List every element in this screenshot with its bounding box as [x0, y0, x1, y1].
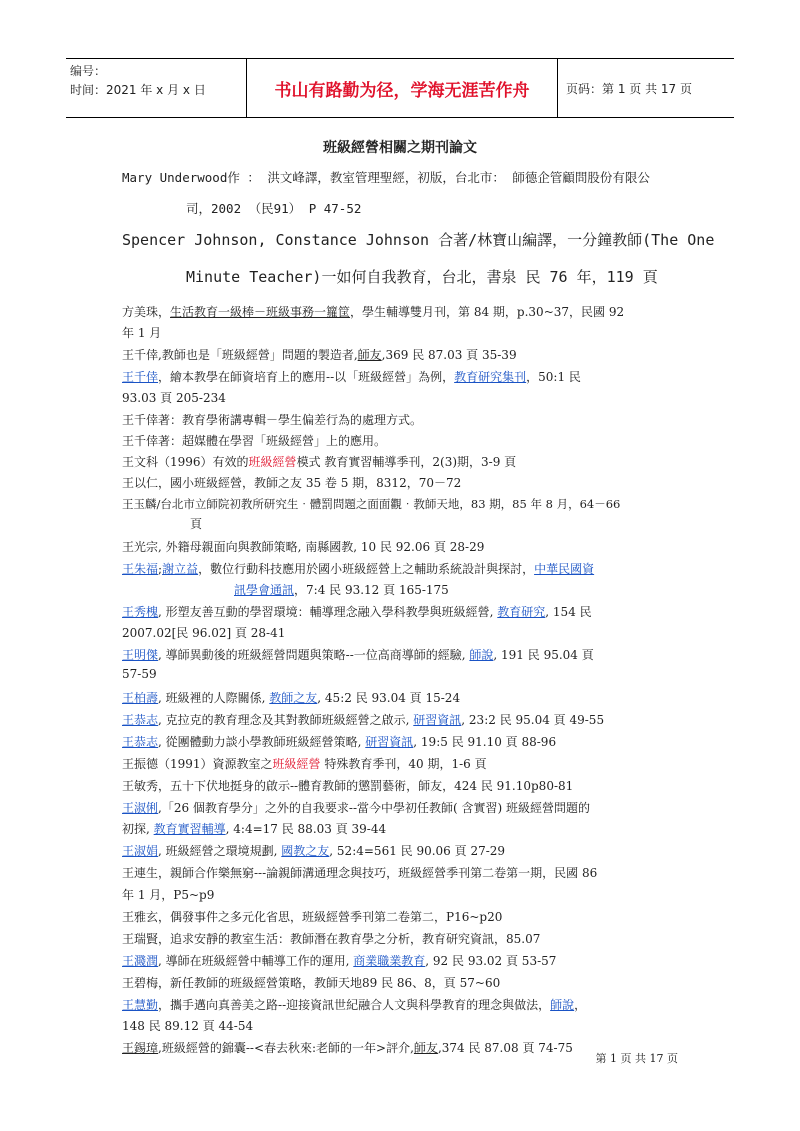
journal-link[interactable]: 研習資訊 — [365, 735, 414, 749]
reference-line — [122, 603, 592, 620]
reference-line — [122, 755, 487, 772]
reference-line — [122, 733, 556, 750]
reference-line: 57-59 — [122, 667, 157, 681]
ref-text: , 班級經營之環境規劃, — [158, 844, 282, 858]
journal-link[interactable]: 師說 — [550, 998, 575, 1012]
reference-line — [122, 820, 386, 837]
author-link[interactable]: 王明傑 — [122, 648, 159, 662]
ref-text: ,班級經營的錦囊--<春去秋來:老師的一年>評介, — [158, 1041, 414, 1055]
journal-link[interactable]: 師說 — [469, 648, 494, 662]
journal-link[interactable]: 訊學會通訊 — [234, 583, 295, 597]
ref-text: , 92 民 93.02 頁 53-57 — [425, 954, 557, 968]
ref-text: , 23:2 民 95.04 頁 49-55 — [461, 713, 605, 727]
reference-line — [122, 368, 581, 385]
ref-text: 王振德（1991）資源教室之 — [122, 757, 273, 771]
page-header — [66, 58, 734, 118]
reference-line: 2007.02[民 96.02] 頁 28-41 — [122, 626, 286, 640]
header-page-label: 页码：第 1 页 共 17 页 — [566, 81, 692, 96]
reference-line: Spencer Johnson, Constance Johnson 合著/林寶山編譯，一分鐘教師(The One — [122, 231, 715, 249]
author-link[interactable]: 王恭志 — [122, 735, 159, 749]
journal-link[interactable]: 教育實習輔導 — [153, 822, 226, 836]
reference-line: 王光宗, 外籍母親面向與教師策略, 南縣國教, 10 民 92.06 頁 28-29 — [122, 540, 485, 554]
ref-text: , 導師在班級經營中輔導工作的運用, — [158, 954, 354, 968]
header-motto: 书山有路勤为径，学海无涯苦作舟 — [246, 59, 558, 117]
ref-text: ，繪本教學在師資培育上的應用--以「班級經營」為例， — [158, 370, 455, 384]
ref-text: ，攜手邁向真善美之路--迎接資訊世紀融合人文與科學教育的理念與做法， — [158, 998, 551, 1012]
ref-text: 王千倖,教師也是「班級經營」問題的製造者, — [122, 348, 358, 362]
reference-line — [122, 952, 556, 969]
reference-line: 148 民 89.12 頁 44-54 — [122, 1019, 254, 1033]
ref-text: ，7:4 民 93.12 頁 165-175 — [294, 583, 449, 597]
reference-line: Mary Underwood作 ： 洪文峰譯，教室管理聖經，初版，台北市： 師德企管顧問股份有限公 — [122, 170, 650, 185]
journal-link[interactable]: 研習資訊 — [413, 713, 462, 727]
reference-line — [122, 346, 517, 363]
journal-link[interactable]: 教育研究 — [497, 605, 546, 619]
number-label: 编号： — [70, 64, 107, 78]
reference-line: 司，2002 （民91） P 47-52 — [186, 201, 362, 216]
ref-text: , 45:2 民 93.04 頁 15-24 — [317, 691, 461, 705]
ref-journal: 師友 — [357, 348, 382, 362]
reference-line: 王千倖著：超媒體在學習「班級經營」上的應用。 — [122, 434, 387, 448]
author-link[interactable]: 王朱福 — [122, 562, 159, 576]
reference-line — [122, 453, 516, 470]
ref-text: 王文科（1996）有效的 — [122, 455, 249, 469]
reference-line: 年 1 月 — [122, 326, 162, 340]
reference-line: 王雅玄，偶發事件之多元化省思，班級經營季刊第二卷第二，P16~p20 — [122, 910, 503, 924]
ref-text: , 4:4=17 民 88.03 頁 39-44 — [225, 822, 387, 836]
author-link[interactable]: 謝立益 — [162, 562, 199, 576]
page-footer: 第 1 页 共 17 页 — [595, 1052, 678, 1065]
reference-line — [122, 842, 505, 859]
ref-text: , 19:5 民 91.10 頁 88-96 — [413, 735, 557, 749]
journal-link[interactable]: 教師之友 — [269, 691, 318, 705]
journal-link[interactable]: 教育研究集刊 — [454, 370, 527, 384]
ref-text: , 從團體動力談小學教師班級經營策略, — [158, 735, 366, 749]
reference-line: 王千倖著：教育學術講專輯－學生偏差行為的處理方式。 — [122, 413, 423, 427]
reference-line: 王朱福;謝立益，數位行動科技應用於國小班級經營上之輔助系統設計與探討，中華民國資 — [122, 562, 595, 576]
reference-line — [122, 303, 624, 320]
time-label: 时间：2021 年 x 月 x 日 — [70, 83, 206, 97]
ref-text: 模式 教育實習輔導季刊，2(3)期，3-9 頁 — [296, 455, 517, 469]
ref-text: 方美珠， — [122, 305, 171, 319]
journal-link[interactable]: 商業職業教育 — [353, 954, 426, 968]
ref-text: ，50:1 民 — [526, 370, 581, 384]
ref-text: , 154 民 — [545, 605, 592, 619]
reference-line: 王碧梅，新任教師的班級經營策略，教師天地89 民 86、8，頁 57~60 — [122, 976, 501, 990]
reference-line — [234, 581, 449, 598]
reference-line — [122, 1039, 573, 1056]
author-link[interactable]: 王淑俐 — [122, 801, 159, 815]
ref-title: 生活教育一級棒－班級事務一籮筐 — [170, 305, 351, 319]
author-link[interactable]: 王淑娟 — [122, 844, 159, 858]
author-link[interactable]: 王秀槐 — [122, 605, 159, 619]
document-title: 班級經營相關之期刊論文 — [323, 140, 477, 156]
ref-text: ,「26 個教育學分」之外的自我要求--當今中學初任教師( 含實習) 班級經營問題的 — [158, 801, 591, 815]
reference-line — [122, 711, 604, 728]
highlight-text: 班級經營 — [272, 757, 321, 771]
author-link[interactable]: 王濺潤 — [122, 954, 159, 968]
reference-line: 年 1 月，P5~p9 — [122, 888, 215, 902]
reference-line — [122, 799, 590, 816]
author-link[interactable]: 王千倖 — [122, 370, 159, 384]
author-link[interactable]: 王慧勤 — [122, 998, 159, 1012]
ref-text: , 形塑友善互動的學習環境：輔導理念融入學科教學與班級經營, — [158, 605, 498, 619]
journal-link[interactable]: 中華民國資 — [534, 562, 595, 576]
ref-text: , 52:4=561 民 90.06 頁 27-29 — [329, 844, 506, 858]
ref-text: ，學生輔導雙月刊，第 84 期，p.30~37，民國 92 — [350, 305, 625, 319]
reference-line: 王玉麟/台北市立師院初教所研究生‧體罰問題之面面觀‧教師天地，83 期，85 年 8 月，64－66 — [122, 497, 621, 511]
ref-text: , 191 民 95.04 頁 — [493, 648, 594, 662]
reference-line: 王瑞賢，追求安靜的教室生活：教師潛在教育學之分析，教育研究資訊，85.07 — [122, 932, 541, 946]
reference-line: Minute Teacher)一如何自我教育，台北，書泉 民 76 年，119 頁 — [186, 268, 658, 286]
ref-text: ， — [574, 998, 587, 1012]
reference-line: 王連生，親師合作樂無窮---論親師溝通理念與技巧，班級經營季刊第二卷第一期，民國 86 — [122, 866, 598, 880]
reference-line: 頁 — [190, 517, 203, 531]
reference-line: 93.03 頁 205-234 — [122, 391, 226, 405]
reference-line: 王敏秀，五十下伏地挺身的啟示--體育教師的懲罰藝術，師友，424 民 91.10p80-81 — [122, 779, 574, 793]
reference-line — [122, 996, 586, 1013]
journal-link[interactable]: 國教之友 — [281, 844, 330, 858]
ref-journal: 師友 — [413, 1041, 438, 1055]
ref-text: , 導師異動後的班級經營問題與策略--一位高商導師的經驗, — [158, 648, 470, 662]
reference-line — [122, 689, 460, 706]
ref-text: ，數位行動科技應用於國小班級經營上之輔助系統設計與探討， — [198, 562, 535, 576]
ref-text: 初探, — [122, 822, 154, 836]
ref-text: 特殊教育季刊，40 期，1-6 頁 — [320, 757, 487, 771]
author-link[interactable]: 王柏壽 — [122, 691, 159, 705]
ref-text: , 班級裡的人際關係, — [158, 691, 270, 705]
ref-text: , 克拉克的教育理念及其對教師班級經營之啟示, — [158, 713, 414, 727]
header-meta — [66, 59, 246, 117]
reference-line — [122, 646, 594, 663]
author-link[interactable]: 王恭志 — [122, 713, 159, 727]
ref-text: ,374 民 87.08 頁 74-75 — [437, 1041, 573, 1055]
ref-text: ,369 民 87.03 頁 35-39 — [381, 348, 517, 362]
reference-line: 王以仁，國小班級經營，教師之友 35 卷 5 期，8312，70－72 — [122, 476, 462, 490]
author-text: 王錫璋 — [122, 1041, 159, 1055]
highlight-text: 班級經營 — [248, 455, 297, 469]
